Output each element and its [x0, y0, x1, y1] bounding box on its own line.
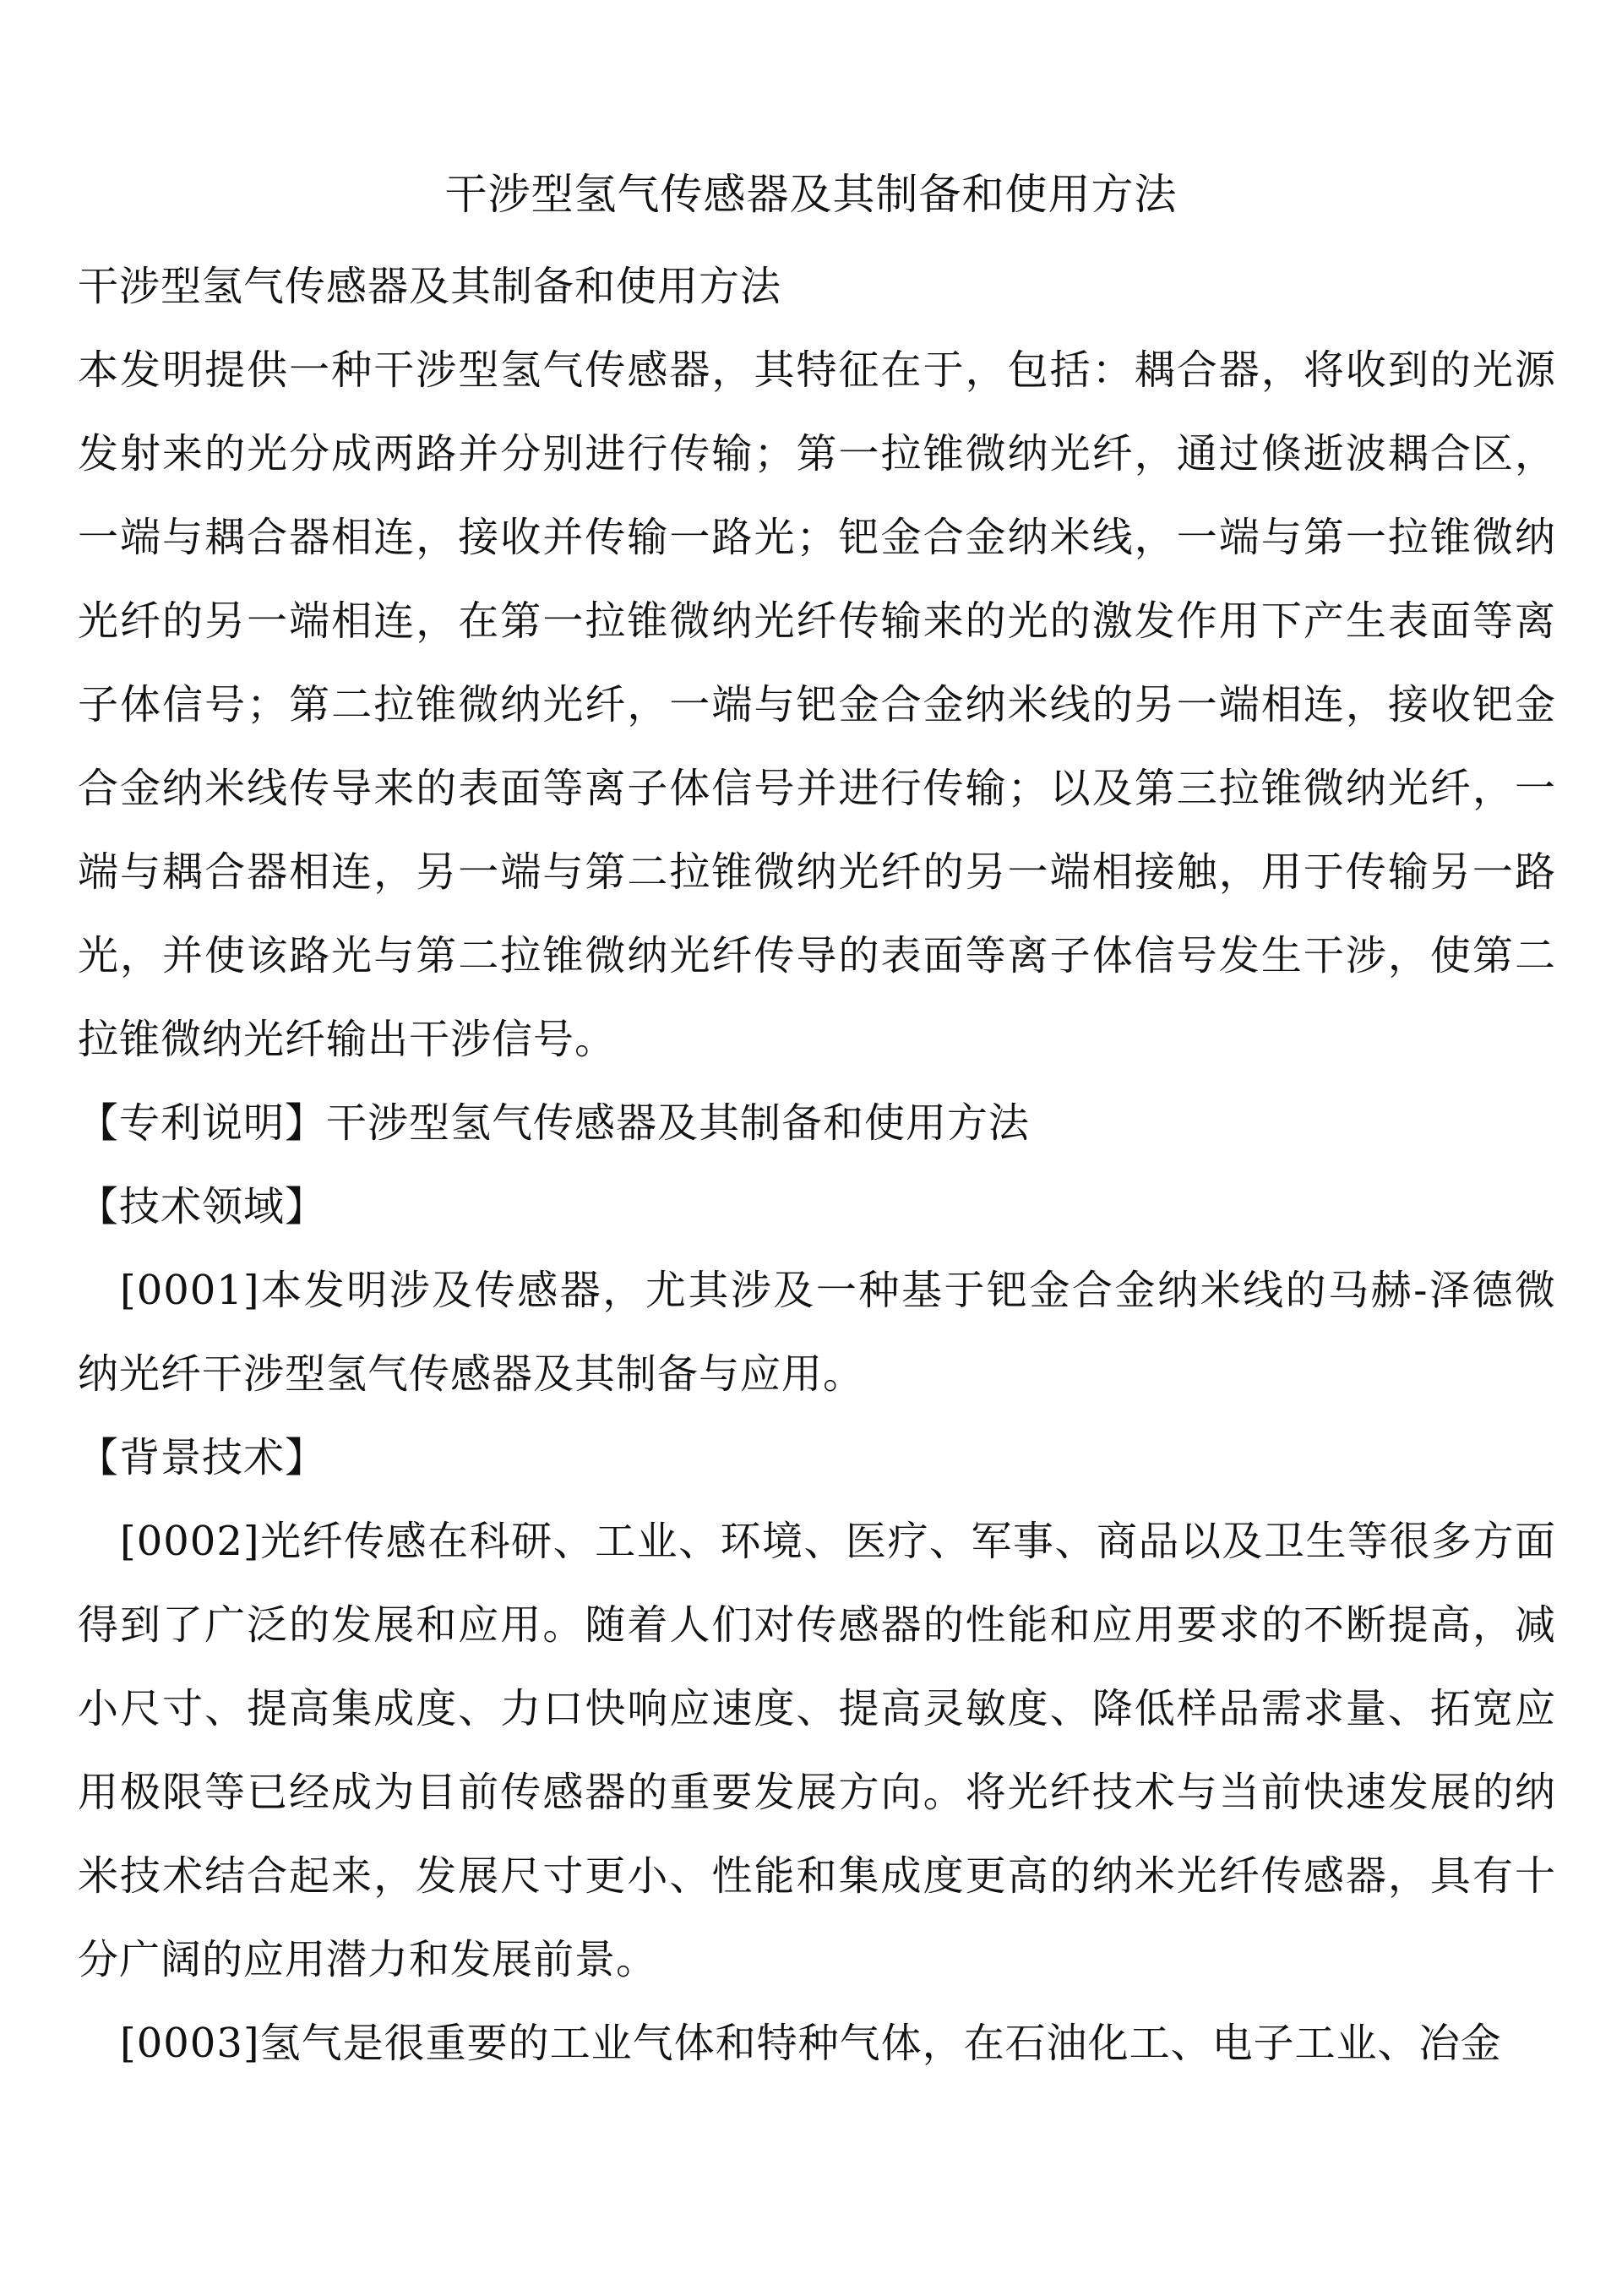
paragraph-0002: [0002]光纤传感在科研、工业、环境、医疗、军事、商品以及卫生等很多方面得到了广泛的发展和应用。随着人们对传感器的性能和应用要求的不断提高，减小尺寸、提高集成度、力口快响应速度、提高灵敏度、降低样品需求量、拓宽应用极限等已经成为目前传感器的重要发展方向。将光纤技术与当前快速发展的纳米技术结合起来，发展尺寸更小、性能和集成度更高的纳米光纤传感器，具有十分广阔的应用潜力和发展前景。: [78, 1518, 1556, 1983]
paragraph-0003: [0003]氢气是很重要的工业气体和特种气体，在石油化工、电子工业、冶金: [120, 2020, 1502, 2067]
abstract-paragraph: 本发明提供一种干涉型氢气传感器，其特征在于，包括：耦合器，将收到的光源发射来的光分成两路并分别进行传输；第一拉锥微纳光纤，通过倏逝波耦合区，一端与耦合器相连，接收并传输一路光；钯金合金纳米线，一端与第一拉锥微纳光纤的另一端相连，在第一拉锥微纳光纤传输来的光的激发作用下产生表面等离子体信号；第二拉锥微纳光纤，一端与钯金合金纳米线的另一端相连，接收钯金合金纳米线传导来的表面等离子体信号并进行传输；以及第三拉锥微纳光纤，一端与耦合器相连，另一端与第二拉锥微纳光纤的另一端相接触，用于传输另一路光，并使该路光与第二拉锥微纳光纤传导的表面等离子体信号发生干涉，使第二拉锥微纳光纤输出干涉信号。: [78, 346, 1556, 1063]
document-body: [78, 245, 1556, 2086]
document-subtitle: 干涉型氢气传感器及其制备和使用方法: [78, 263, 782, 310]
technical-field-heading: 【技术领域】: [78, 1183, 327, 1230]
document-title: 干涉型氢气传感器及其制备和使用方法: [444, 170, 1178, 219]
patent-description-heading: 【专利说明】干涉型氢气传感器及其制备和使用方法: [78, 1099, 1031, 1147]
paragraph-0001: [0001]本发明涉及传感器，尤其涉及一种基于钯金合金纳米线的马赫-泽德微纳光纤干涉型氢气传感器及其制备与应用。: [78, 1267, 1556, 1398]
background-heading: 【背景技术】: [78, 1434, 327, 1481]
